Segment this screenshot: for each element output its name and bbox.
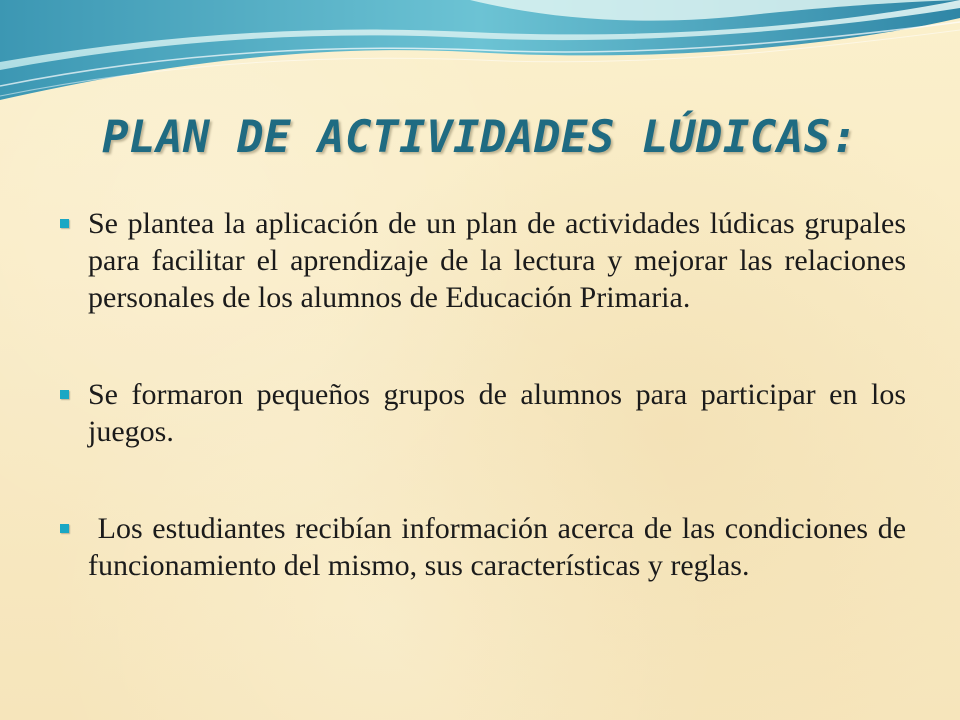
bullet-item (58, 376, 906, 450)
bullet-text: Los estudiantes recibían información acerca de las condiciones de funcionamiento del mismo, sus características y reglas. (88, 512, 914, 582)
bullet-list (58, 205, 914, 584)
square-bullet-icon (60, 524, 69, 533)
square-bullet-icon (60, 390, 69, 399)
square-bullet-icon (60, 219, 69, 228)
bullet-text: Se formaron pequeños grupos de alumnos para participar en los juegos. (88, 378, 906, 448)
bullet-item (58, 510, 914, 584)
wave-decoration (0, 0, 960, 110)
bullet-item (58, 205, 906, 316)
slide-title: PLAN DE ACTIVIDADES LÚDICAS: (102, 112, 858, 163)
bullet-text: Se plantea la aplicación de un plan de actividades lúdicas grupales para facilitar el aprendizaje de la lectura y mejorar las relaciones personales de los alumnos de Educación Primaria. (88, 207, 906, 314)
